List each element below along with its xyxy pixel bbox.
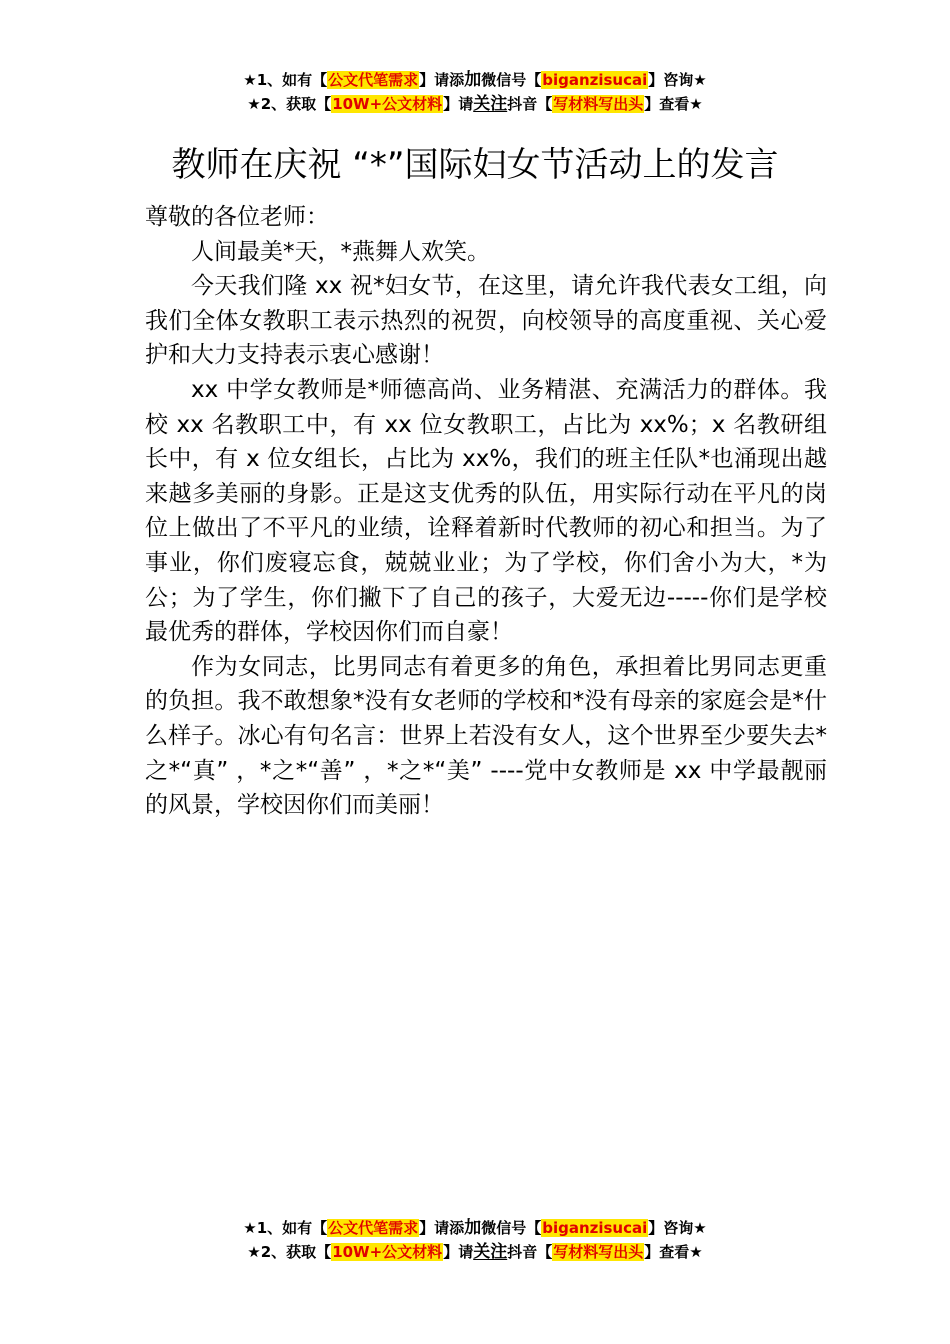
highlight-douyin: 写材料写出头 <box>553 1243 644 1261</box>
promo-banner-top <box>0 68 950 116</box>
promo-line-1: ★1、如有【公文代笔需求】请添加微信号【biganzisucai】咨询★ <box>243 70 707 90</box>
promo-banner-bottom <box>0 1216 950 1264</box>
highlight-wechat-id: biganzisucai <box>542 1219 648 1237</box>
highlight-materials: 10W+公文材料 <box>332 1243 443 1261</box>
highlight-materials: 10W+公文材料 <box>332 95 443 113</box>
document-body <box>145 200 827 823</box>
promo-line-2: ★2、获取【10W+公文材料】请关注抖音【写材料写出头】查看★ <box>247 1242 703 1262</box>
paragraph-4: 作为女同志，比男同志有着更多的角色，承担着比男同志更重的负担。我不敢想象*没有女老师的学校和*没有母亲的家庭会是*什么样子。冰心有句名言：世界上若没有女人，这个世界至少要失去*之*“真” ，*之*“善” ，*之*“美” ----党中女教师是 xx 中学最靓丽的风景，学校因你们而美丽！ <box>145 653 827 819</box>
highlight-service: 公文代笔需求 <box>328 71 419 89</box>
paragraph-1: 人间最美*天，*燕舞人欢笑。 <box>191 238 490 265</box>
highlight-wechat-id: biganzisucai <box>542 71 648 89</box>
paragraph-3: xx 中学女教师是*师德高尚、业务精湛、充满活力的群体。我校 xx 名教职工中，有 xx 位女教职工，占比为 xx%；x 名教研组长中，有 x 位女组长，占比为 xx%，我们的班主任队*也涌现出越来越多美丽的身影。正是这支优秀的队伍，用实际行动在平凡的岗位上做出了不平凡的业绩，诠释着新时代教师的初心和担当。为了事业，你们废寝忘食，兢兢业业；为了学校，你们舍小为大，*为公；为了学生，你们撇下了自己的孩子，大爱无边-----你们是学校最优秀的群体，学校因你们而自豪！ <box>145 376 827 646</box>
highlight-douyin: 写材料写出头 <box>553 95 644 113</box>
highlight-service: 公文代笔需求 <box>328 1219 419 1237</box>
document-title: 教师在庆祝 “*”国际妇女节活动上的发言 <box>171 145 779 185</box>
paragraph-2: 今天我们隆 xx 祝*妇女节，在这里，请允许我代表女工组，向我们全体女教职工表示热烈的祝贺，向校领导的高度重视、关心爱护和大力支持表示衷心感谢！ <box>145 273 827 369</box>
salutation: 尊敬的各位老师： <box>145 204 329 230</box>
promo-line-1: ★1、如有【公文代笔需求】请添加微信号【biganzisucai】咨询★ <box>243 1218 707 1238</box>
promo-line-2: ★2、获取【10W+公文材料】请关注抖音【写材料写出头】查看★ <box>247 94 703 114</box>
